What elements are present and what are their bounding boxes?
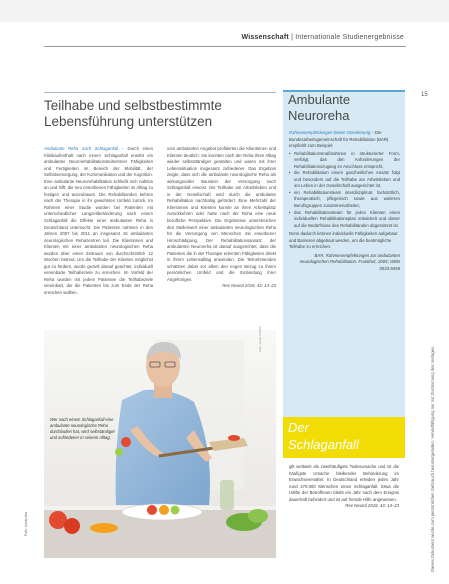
sidebar-bullet-list (289, 151, 400, 230)
sidebar-body (289, 130, 400, 272)
sidebar-bullet: • das Rehabilitationsteam für jeden Klienten einen individuellen Rehabilitationsplan entwickelt und dieser auf die Bedürfnisse des Rehabilitanden abgestimmt ist. (289, 210, 400, 230)
sidebar-outro: Denn dadurch können individuelle Fähigkeiten aufgebaut und Barrieren abgebaut werden, um die bestmögliche Teilhabe zu erreichen. (289, 231, 398, 250)
stroke-text (289, 464, 399, 510)
article-title (44, 98, 276, 130)
title-rule (44, 92, 276, 93)
article-title-line-1: Teilhabe und selbstbestimmte (44, 98, 222, 113)
legal-note: Dieses Dokument wurde zum persönlichen Gebrauch heruntergeladen. Vervielfältigung nur mit Zustimmung des Verlages. (430, 345, 435, 572)
article-column-1 (44, 146, 153, 297)
stroke-text-body: gilt weltweit als zweithäufigste Todesursache und ist die häufigste Ursache bleibender Behinderung im Erwachsenenalter. In Deutschland erleiden jedes Jahr rund 270.000 Menschen einen Schlaganfall. Etwa die Hälfte der Betroffenen bleibt ein Jahr nach dem Ereignis dauerhaft behindert und ist auf fremde Hilfe angewiesen. (289, 464, 399, 502)
header-separator: | (288, 34, 296, 41)
running-header (241, 34, 404, 41)
sidebar-source: BAR, Rahmenempfehlungen zur ambulanten neurologischen Rehabilitation. Frankfurt, 2005; ISBN 0933-8456 (299, 252, 400, 271)
stroke-title-line-2: Schlaganfall (288, 437, 359, 452)
header-subsection: Internationale Studienergebnisse (295, 34, 404, 41)
sidebar-bullet: • ein Rehabilitationsteam interdisziplinär, fachärztlich, therapeutisch, pflegerisch sowie aus weiteren Berufsgruppen zusammenarbeitet, (289, 190, 400, 210)
stroke-source: Rev Neurol 2018, 43: 14–23 (345, 503, 399, 509)
photo-man-cooking (44, 330, 276, 558)
stroke-title (288, 419, 400, 453)
article-column-2-text: vom ambulanten Angebot profitierten die Klientinnen und Klienten deutlich: Sie konnten nach der Reha ihren Alltag wieder selbstständiger gestalten und waren mit ihrer Lebenssituation insgesamt zufriedener. Das Ergebnis zeigte, dass sich die ambulante neurologische Reha als wirkungsvoller Baustein der Versorgung nach Schlaganfall erweist. Die Teilhabe am Arbeitsleben und in der Gesellschaft wird durch die ambulante Rehabilitation nachhaltig gefördert. Eine Mehrzahl der Klientinnen und Klienten konnte an ihren Arbeitsplatz zurückkehren oder hatte nach der Reha eine neue berufliche Perspektive. Die Ergebnisse unterstreichen den Stellenwert einer ambulanten neurologischen Reha für die Versorgung von Menschen mit erworbener Hirnschädigung. Der Rehabilitationsansatz der ambulanten Neuroreha ist darauf ausgerichtet, dass die Patienten die in der Therapie erlernten Fähigkeiten direkt in ihrem Lebensalltag anwenden. Die Teilnehmenden schätzten dabei vor allem den engen Bezug zu ihrem persönlichen Umfeld und die Einbindung ihrer Angehörigen. (167, 146, 276, 282)
article-column-2 (167, 146, 276, 290)
sidebar-intro: Die Bundesarbeitsgemeinschaft für Rehabilitation (BAR) empfiehlt zum Beispiel: (289, 130, 389, 149)
sidebar-title (288, 92, 400, 124)
header-section: Wissenschaft (241, 34, 289, 41)
sidebar-bullet: • die Rehabilitation einem ganzheitlichen Ansatz folgt und besonders auf die Teilhabe am Arbeitsleben und am Leben in der Gesellschaft ausgerichtet ist, (289, 170, 400, 190)
photo-caption-text: Wer nach einem Schlaganfall eine ambulante neurologische Reha durchlaufen hat, wird selbständiger und zufriedener in seinem Alltag. (50, 417, 115, 440)
article-title-line-2: Lebensführung unterstützen (44, 114, 213, 129)
stroke-title-box (283, 417, 405, 458)
article-body (44, 146, 276, 328)
sidebar-title-line-2: Neuroreha (288, 108, 350, 123)
top-margin-strip (0, 0, 449, 22)
sidebar-bullet: • Rehabilitationsmaßnahmen in strukturierter Form, verfolgt, das den Anforderungen der Rehabilitationszugang im Anschluss entspricht, (289, 151, 400, 171)
inset-photo-credit: Foto: privat / fotolia (258, 326, 262, 352)
header-rule (44, 46, 406, 47)
sidebar-title-line-1: Ambulante (288, 92, 351, 107)
photo-caption (50, 417, 122, 441)
stroke-title-line-1: Der (288, 420, 309, 435)
page-number: 15 (421, 92, 428, 98)
article-source: Rev Neurol 2018, 43: 14–23 (222, 283, 276, 289)
article-lead: Ambulante Reha nach Schlaganfall – (44, 146, 124, 151)
photo-credit: Foto: photo-lisa (24, 511, 28, 536)
article-column-1-text: Durch einen Klinikaufenthalt nach einem Schlaganfall erwirbt ein ambulanter Neurorehabilitationsteilnehmer Fähigkeiten und Fertigkeiten im Bereich der Mobilität, der Selbstversorgung, der Kommunikation und der Kognition. Eine ambulante Neurorehabilitation schließt sich nahtlos an und hilft, die neu erworbenen Fähigkeiten im Alltag zu festigen und auszubauen. Die Rehabilitanden kehren nach der Therapie in ihr gewohntes Umfeld zurück. Im Rahmen einer Studie wurden bei Patienten mit unterschiedlicher Langzeitbehinderung nach einem Schlaganfall die Effekte einer ambulanten Reha in Deutschland untersucht. Die Patienten nahmen in den Jahren 2007 bis 2011 an insgesamt 15 ambulanten neurologischen Rehazentren teil. Die Klientinnen und Klienten mit einer ambulanten neurologischen Reha wurden über einen Zeitraum von durchschnittlich 12 Wochen betreut. Um die Teilhabe der Klienten möglichst gut zu fördern, wurde gezielt darauf geachtet, individuell vereinbarte Teilhabeziele zu erreichen. Im Vorfeld der Reha wurden mit jedem Patienten die Teilhabeziele vereinbart, die die Patienten bis zum Ende der Reha erreichen wollten. (44, 146, 153, 296)
sidebar-box-neuroreha (283, 90, 405, 417)
sidebar-lead: Rahmenempfehlungen bieten Orientierung – (289, 130, 374, 135)
